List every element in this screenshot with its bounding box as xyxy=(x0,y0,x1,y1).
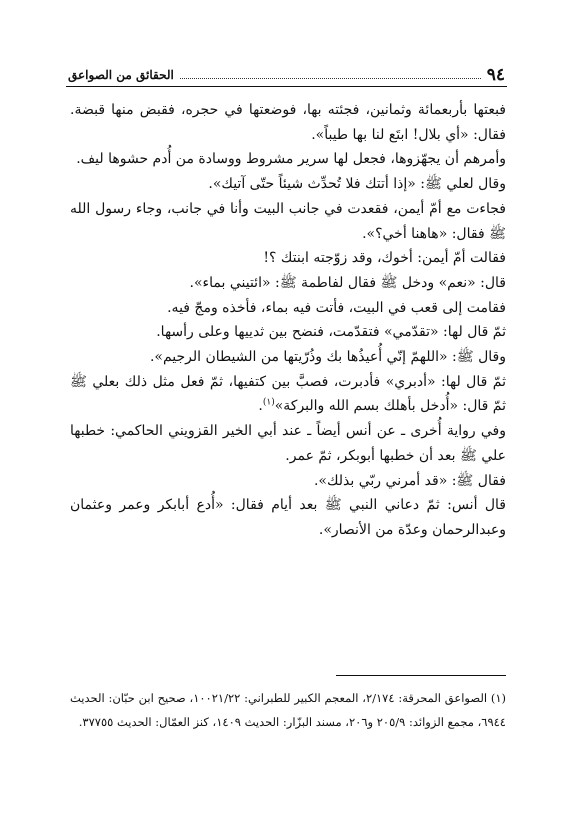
paragraph xyxy=(70,296,506,321)
paragraph-text: فبعتها بأربعمائة وثمانين، فجئته بها، فوضعتها في حجره، فقبض منها قبضة. فقال: «أي بلال! ابتَع لنا بها طيباً». xyxy=(70,102,506,143)
page-number: ٩٤ xyxy=(486,65,505,85)
paragraph-text: قال: «نعم» ودخل ﷺ فقال لفاطمة ﷺ: «ائتيني بماء». xyxy=(189,274,506,291)
paragraph-text: فقالت أمّ أيمن: أخوك، وقد زوّجته ابنتك ؟! xyxy=(263,250,506,267)
footnote-marker[interactable]: (١) xyxy=(262,397,275,408)
paragraph-text: فقال ﷺ: «قد أمرني ربّي بذلك». xyxy=(313,472,506,489)
paragraph-text: قال أنس: ثمّ دعاني النبي ﷺ بعد أيام فقال: «أُدع أبابكر وعمر وعثمان وعبدالرحمان وعدّة من الأنصار». xyxy=(70,497,506,538)
paragraph xyxy=(70,246,506,271)
paragraph-text: فقامت إلى قعب في البيت، فأتت فيه بماء، فأخذه ومجّ فيه. xyxy=(167,299,506,316)
paragraph-text: ثمّ قال لها: «أدبري» فأدبرت، فصبَّ بين كتفيها، ثمّ فعل مثل ذلك بعلي ﷺ ثمّ قال: «أُدخل بأهلك بسم الله والبركة» xyxy=(70,373,506,415)
paragraph: ثمّ قال لها: «أدبري» فأدبرت، فصبَّ بين كتفيها، ثمّ فعل مثل ذلك بعلي ﷺ ثمّ قال: «أُدخل بأهلك بسم الله والبركة»$^{(١)}$. xyxy=(70,373,506,415)
paragraph xyxy=(70,419,506,468)
paragraph-text: وفي رواية أُخرى ـ عن أنس أيضاً ـ عند أبي الخير القزويني الحاكمي: خطبها علي ﷺ بعد أن خطبها أبوبكر، ثمّ عمر. xyxy=(70,423,506,464)
paragraph-text: وقال لعلي ﷺ: «إذا أتتك فلا تُحدِّث شيئاً حتّى آتيك». xyxy=(208,176,506,193)
paragraph xyxy=(70,320,506,345)
header-rule xyxy=(66,86,507,87)
footnote: (١) الصواعق المحرقة: ٢/١٧٤، المعجم الكبير للطبراني: ١٠٠٢١/٢٢، صحيح ابن حبّان: الحديث ٦٩٤٤، مجمع الزوائد: ٢٠٥/٩ و٢٠٦، مسند البزّار: الحديث ١٤٠٩، كنز العمّال: الحديث ٣٧٧٥٥. xyxy=(70,691,507,729)
body-text xyxy=(70,98,506,543)
header-dot-leader xyxy=(180,77,481,79)
running-title: الحقائق من الصواعق xyxy=(68,68,174,82)
paragraph-text: وقال ﷺ: «اللهمّ إنّي أُعيذُها بك وذُرّيتها من الشيطان الرجيم». xyxy=(149,349,506,366)
paragraph-text: ثمّ قال لها: «تقدّمي» فتقدّمت، فنضح بين ثدييها وعلى رأسها. xyxy=(156,324,506,341)
footnote-rule xyxy=(336,675,506,676)
paragraph xyxy=(70,197,506,246)
paragraph xyxy=(70,98,506,147)
page-header xyxy=(68,62,505,84)
paragraph xyxy=(70,172,506,197)
paragraph xyxy=(70,345,506,370)
paragraph-text: وأمرهم أن يجهّزوها، فجعل لها سرير مشروط ووسادة من أُدم حشوها ليف. xyxy=(76,151,506,168)
paragraph xyxy=(70,271,506,296)
paragraph xyxy=(70,493,506,542)
footnotes xyxy=(70,686,506,734)
paragraph xyxy=(70,147,506,172)
paragraph xyxy=(70,469,506,494)
paragraph-text: فجاءت مع أمّ أيمن، فقعدت في جانب البيت وأنا في جانب، وجاء رسول الله ﷺ فقال: «هاهنا أخي؟». xyxy=(70,200,506,242)
